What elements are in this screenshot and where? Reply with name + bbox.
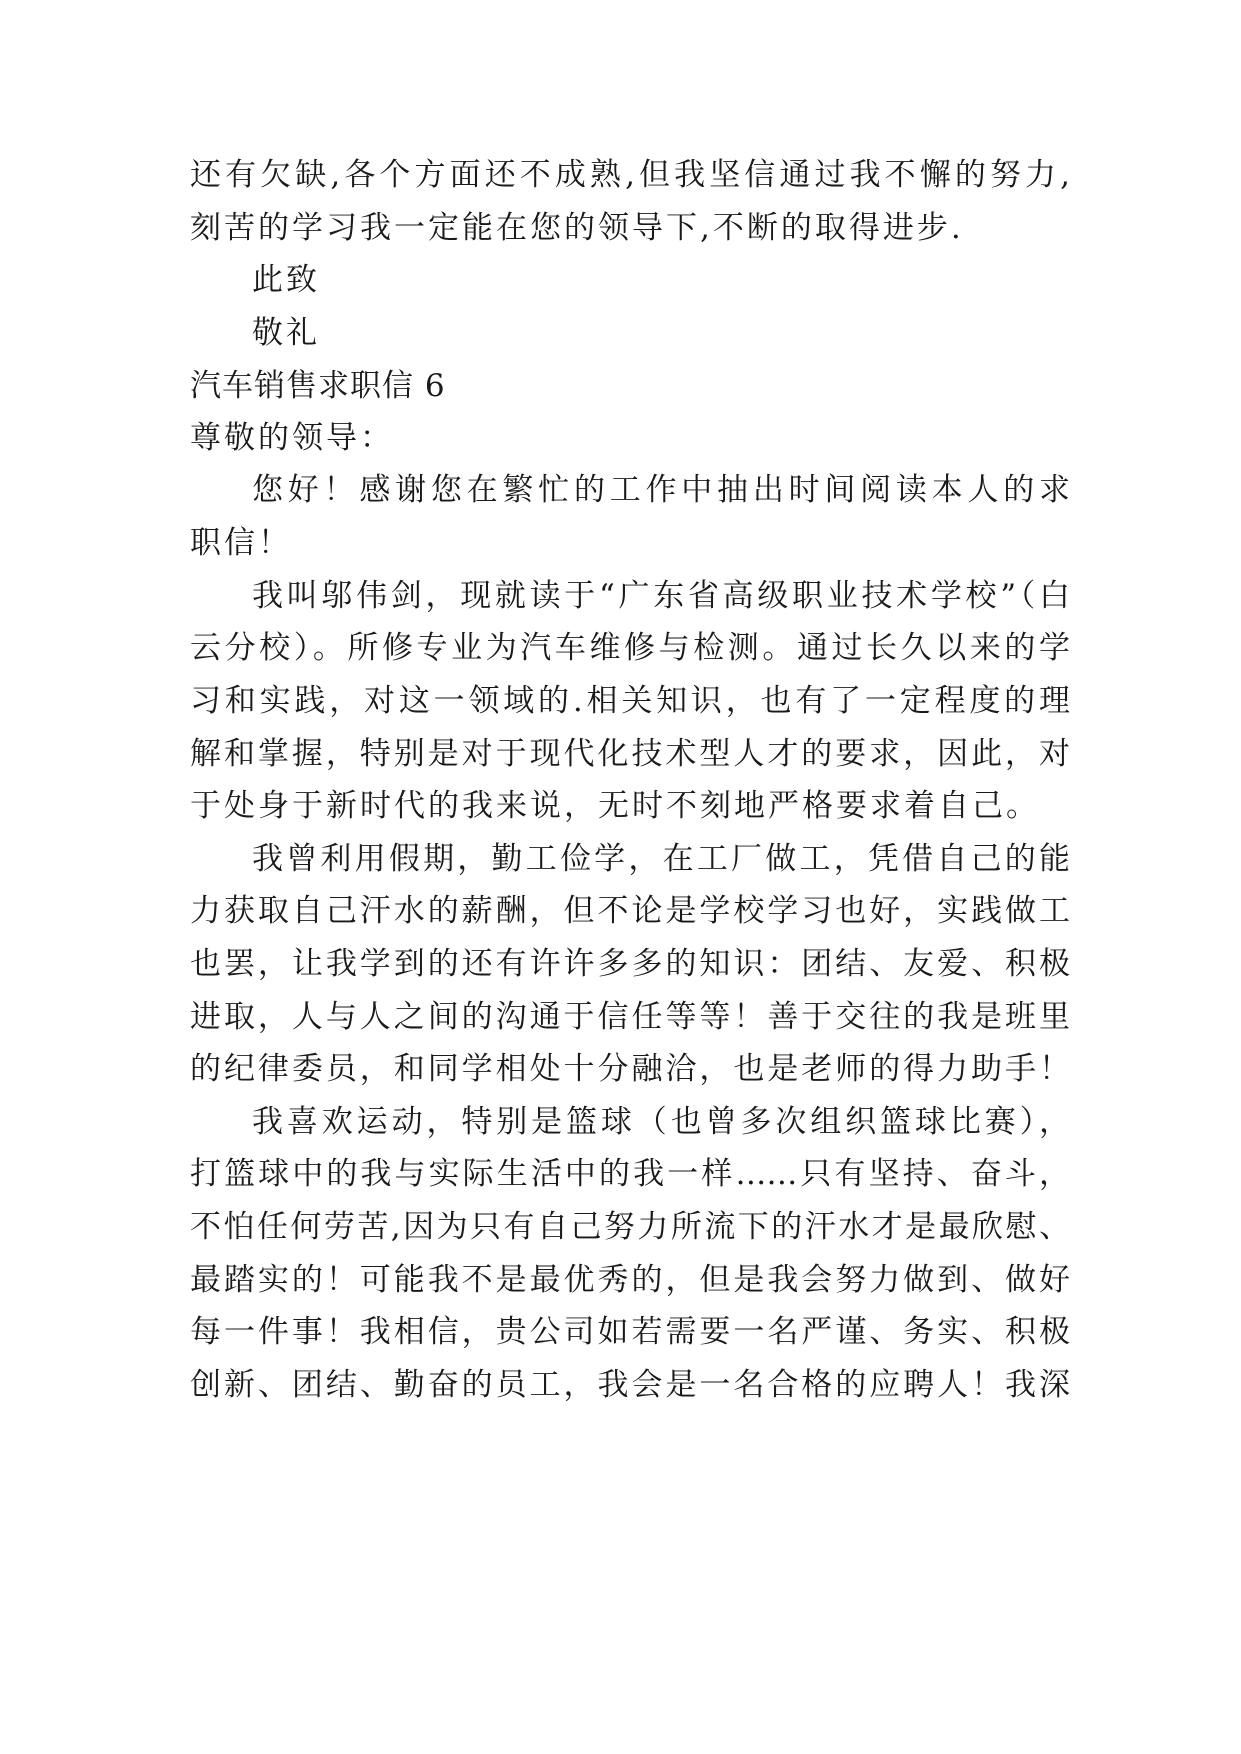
paragraph-line: 最踏实的！可能我不是最优秀的，但是我会努力做到、做好 xyxy=(190,1262,1070,1298)
paragraph-line: 解和掌握，特别是对于现代化技术型人才的要求，因此，对 xyxy=(190,736,1070,772)
paragraph-line: 每一件事！我相信，贵公司如若需要一名严谨、务实、积极 xyxy=(190,1314,1070,1350)
paragraph-line: 习和实践，对这一领域的.相关知识，也有了一定程度的理 xyxy=(190,683,1070,719)
paragraph-line: 创新、团结、勤奋的员工，我会是一名合格的应聘人！我深 xyxy=(190,1367,1070,1403)
salutation: 尊敬的领导： xyxy=(190,420,394,456)
paragraph-line: 进取，人与人之间的沟通于信任等等！善于交往的我是班里 xyxy=(190,999,1070,1035)
section-title: 汽车销售求职信 6 xyxy=(190,368,446,404)
paragraph-line: 我曾利用假期，勤工俭学，在工厂做工，凭借自己的能 xyxy=(252,841,1070,877)
paragraph-line: 于处身于新时代的我来说，无时不刻地严格要求着自己。 xyxy=(190,788,1040,824)
paragraph-line: 力获取自己汗水的薪酬，但不论是学校学习也好，实践做工 xyxy=(190,893,1070,929)
closing-line: 此致 xyxy=(252,262,320,298)
paragraph-line: 也罢，让我学到的还有许许多多的知识：团结、友爱、积极 xyxy=(190,946,1070,982)
closing-line: 敬礼 xyxy=(252,315,320,351)
paragraph-line: 我叫邬伟剑，现就读于“广东省高级职业技术学校”（白 xyxy=(252,578,1070,614)
body-text-line: 刻苦的学习我一定能在您的领导下,不断的取得进步. xyxy=(190,210,964,246)
paragraph-line: 的纪律委员，和同学相处十分融洽，也是老师的得力助手！ xyxy=(190,1051,1070,1087)
paragraph-line: 您好！感谢您在繁忙的工作中抽出时间阅读本人的求 xyxy=(252,472,1070,508)
paragraph-line: 云分校）。所修专业为汽车维修与检测。通过长久以来的学 xyxy=(190,630,1070,666)
paragraph-line: 职信！ xyxy=(190,525,292,561)
paragraph-line: 我喜欢运动，特别是篮球（也曾多次组织篮球比赛）， xyxy=(252,1104,1070,1140)
body-text-line: 还有欠缺,各个方面还不成熟,但我坚信通过我不懈的努力, xyxy=(190,157,1070,193)
paragraph-line: 不怕任何劳苦,因为只有自己努力所流下的汗水才是最欣慰、 xyxy=(190,1209,1070,1245)
paragraph-line: 打篮球中的我与实际生活中的我一样……只有坚持、奋斗， xyxy=(190,1156,1070,1192)
